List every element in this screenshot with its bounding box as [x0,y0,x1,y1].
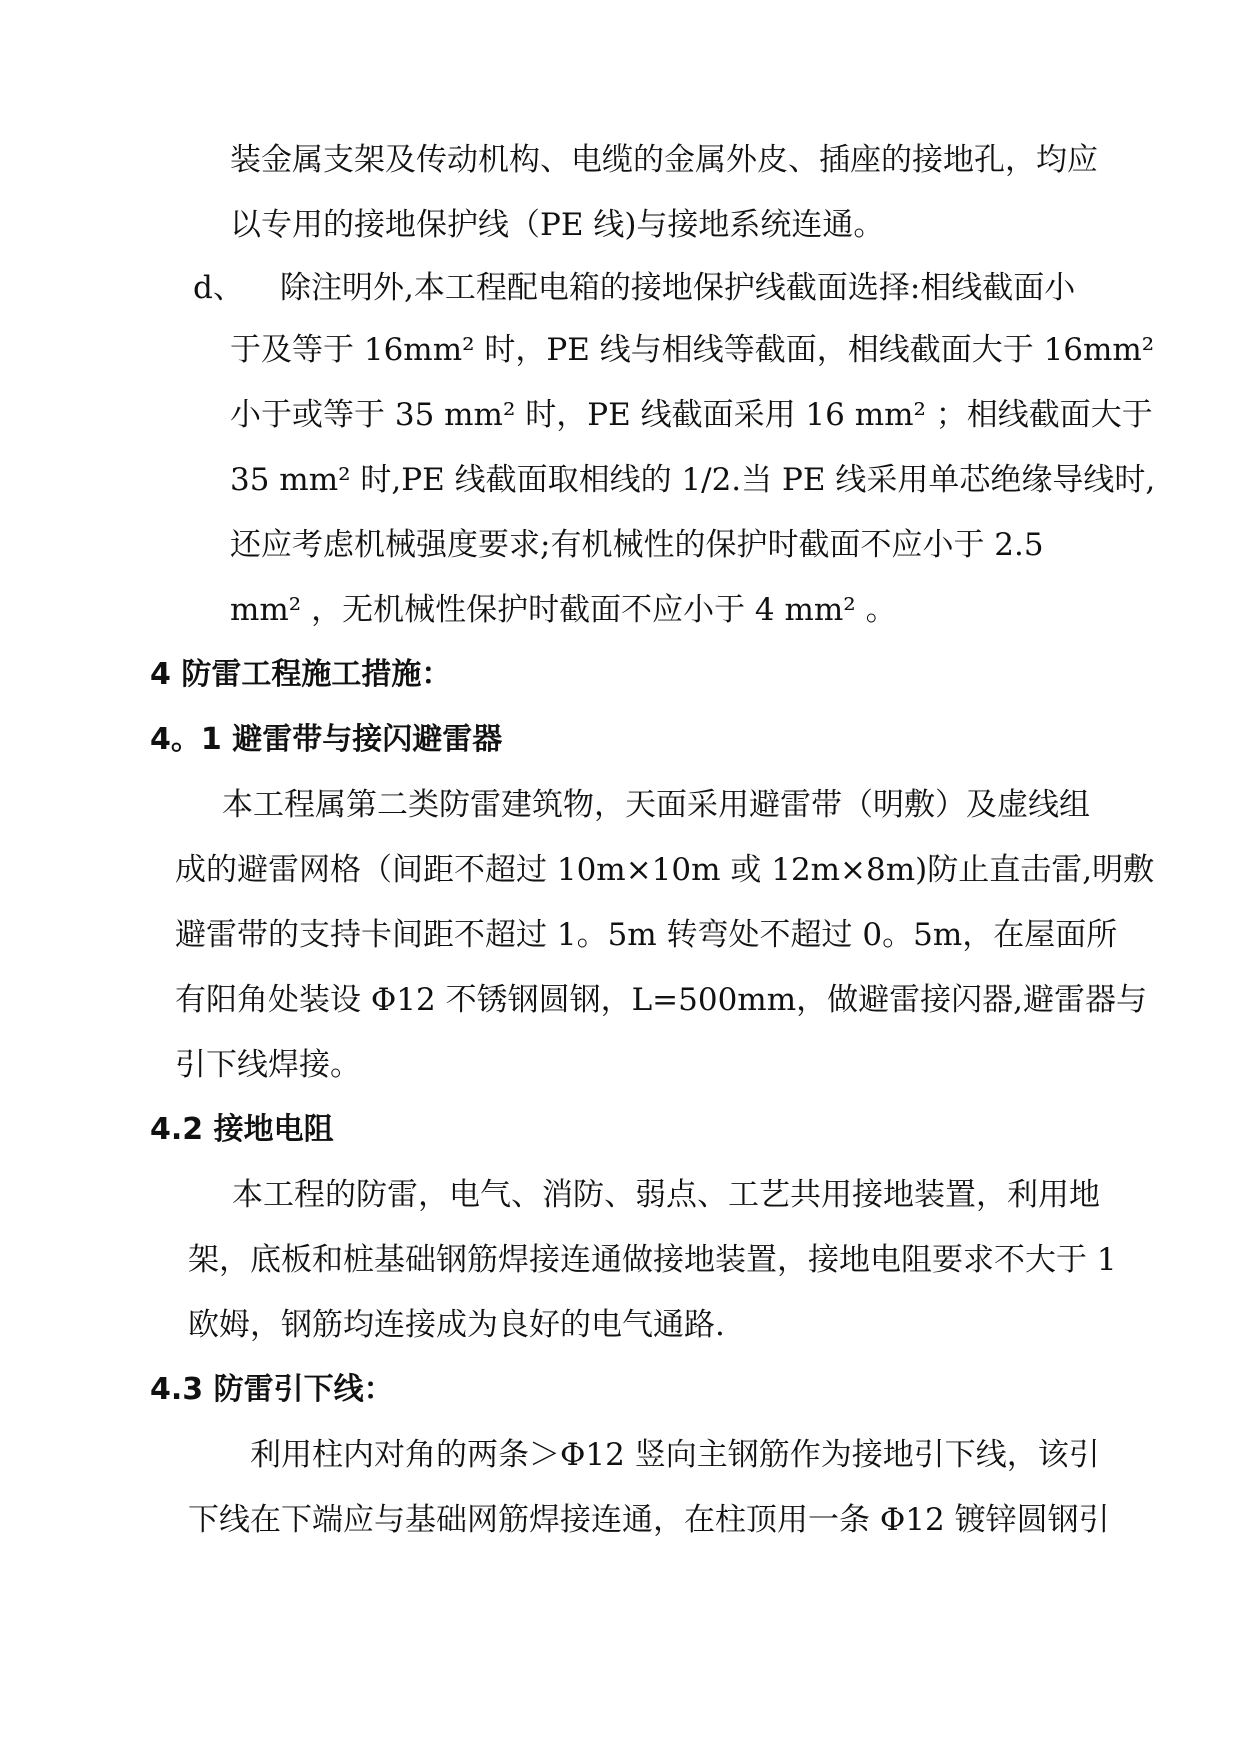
text-line: 本工程属第二类防雷建筑物，天面采用避雷带（明敷）及虚线组 [222,787,1090,823]
section-heading: 4。1 避雷带与接闪避雷器 [150,722,503,757]
section-heading: 4.2 接地电阻 [150,1112,334,1147]
text-line: 有阳角处装设 Φ12 不锈钢圆钢，L=500mm，做避雷接闪器,避雷器与 [175,982,1147,1018]
text-line: 以专用的接地保护线（PE 线)与接地系统连通。 [230,207,885,243]
text-line: 引下线焊接。 [175,1047,361,1083]
list-marker: d、 [193,270,244,306]
section-heading: 4 防雷工程施工措施： [150,657,452,692]
section-heading: 4.3 防雷引下线： [150,1372,394,1407]
text-line: 架，底板和桩基础钢筋焊接连通做接地装置，接地电阻要求不大于 1 [188,1242,1117,1278]
text-line: mm² ，无机械性保护时截面不应小于 4 mm² 。 [230,592,897,628]
text-line: 除注明外,本工程配电箱的接地保护线截面选择:相线截面小 [280,270,1076,306]
text-line: 小于或等于 35 mm² 时，PE 线截面采用 16 mm² ；相线截面大于 [230,397,1153,433]
text-line: 装金属支架及传动机构、电缆的金属外皮、插座的接地孔，均应 [230,142,1098,178]
text-line: 还应考虑机械强度要求;有机械性的保护时截面不应小于 2.5 [230,527,1044,563]
text-line: 下线在下端应与基础网筋焊接连通，在柱顶用一条 Φ12 镀锌圆钢引 [188,1502,1110,1538]
text-line: 本工程的防雷，电气、消防、弱点、工艺共用接地装置，利用地 [232,1177,1100,1213]
text-line: 避雷带的支持卡间距不超过 1。5m 转弯处不超过 0。5m，在屋面所 [175,917,1118,953]
text-line: 成的避雷网格（间距不超过 10m×10m 或 12m×8m)防止直击雷,明敷 [175,852,1155,888]
text-line: 利用柱内对角的两条＞Φ12 竖向主钢筋作为接地引下线，该引 [250,1437,1100,1473]
text-line: 欧姆，钢筋均连接成为良好的电气通路. [188,1307,725,1343]
text-line: 于及等于 16mm² 时，PE 线与相线等截面，相线截面大于 16mm² [230,332,1155,368]
text-line: 35 mm² 时,PE 线截面取相线的 1/2.当 PE 线采用单芯绝缘导线时, [230,462,1156,498]
